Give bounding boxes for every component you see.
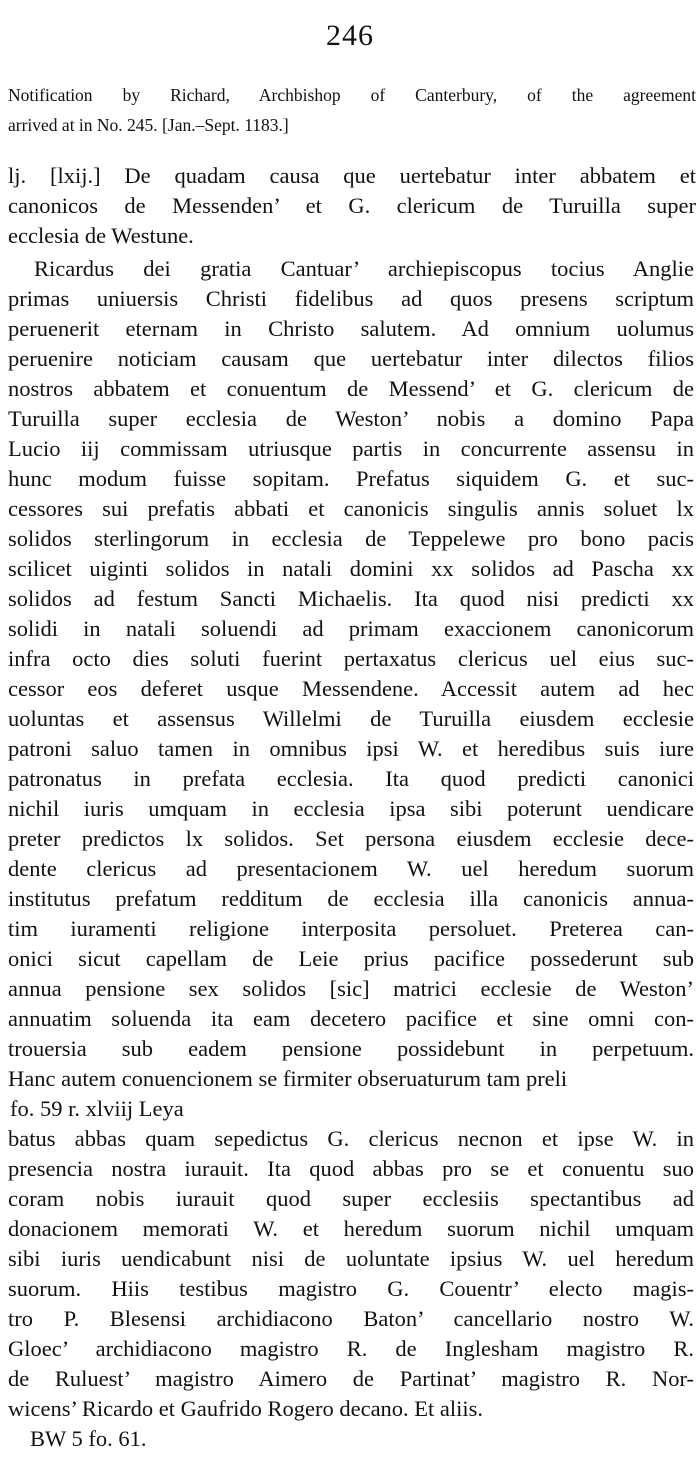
charter-heading bbox=[8, 160, 696, 250]
body-line: tro P. Blesensi archidiacono Baton’ cancellario nostro W. bbox=[8, 1306, 694, 1331]
charter-body bbox=[8, 254, 694, 1454]
page-number: 246 bbox=[326, 19, 374, 52]
heading-line: ecclesia de Westune. bbox=[8, 223, 194, 248]
body-line: tim iuramenti religione interposita persoluet. Preterea can- bbox=[8, 916, 694, 941]
body-line: hunc modum fuisse sopitam. Prefatus siquidem G. et suc- bbox=[8, 466, 694, 491]
body-line: donacionem memorati W. et heredum suorum nichil umquam bbox=[8, 1216, 694, 1241]
body-line: peruenerit eternam in Christo salutem. Ad omnium uolumus bbox=[8, 316, 694, 341]
body-text-part-one bbox=[8, 254, 694, 1094]
body-line: Gloec’ archidiacono magistro R. de Inglesham magistro R. bbox=[8, 1336, 694, 1361]
body-text-part-two bbox=[8, 1124, 694, 1424]
body-line: de Ruluest’ magistro Aimero de Partinat’ magistro R. Nor- bbox=[8, 1366, 694, 1391]
body-line: patronatus in prefata ecclesia. Ita quod predicti canonici bbox=[8, 766, 694, 791]
body-line: dente clericus ad presentacionem W. uel heredum suorum bbox=[8, 856, 694, 881]
body-line: suorum. Hiis testibus magistro G. Couentr’ electo magis- bbox=[8, 1276, 694, 1301]
notification-line: Notification by Richard, Archbishop of Canterbury, of the agreement bbox=[8, 85, 696, 105]
body-line: coram nobis iurauit quod super ecclesiis spectantibus ad bbox=[8, 1186, 694, 1211]
body-line: trouersia sub eadem pensione possidebunt in perpetuum. bbox=[8, 1036, 694, 1061]
body-line: solidos sterlingorum in ecclesia de Teppelewe pro bono pacis bbox=[8, 526, 694, 551]
notification-line: arrived at in No. 245. [Jan.–Sept. 1183.] bbox=[8, 115, 289, 135]
body-line: Hanc autem conuencionem se firmiter obseruaturum tam preli bbox=[8, 1066, 568, 1091]
body-line: Ricardus dei gratia Cantuar’ archiepiscopus tocius Anglie bbox=[34, 256, 694, 281]
body-line: batus abbas quam sepedictus G. clericus necnon et ipse W. in bbox=[8, 1126, 694, 1151]
body-line: wicens’ Ricardo et Gaufrido Rogero decano. Et aliis. bbox=[8, 1396, 484, 1421]
folio-note: fo. 59 r. xlviij Leya bbox=[10, 1096, 184, 1121]
body-line: annua pensione sex solidos [sic] matrici ecclesie de Weston’ bbox=[8, 976, 694, 1001]
body-line: primas uniuersis Christi fidelibus ad quos presens scriptum bbox=[8, 286, 694, 311]
body-line: onici sicut capellam de Leie prius pacifice possederunt sub bbox=[8, 946, 694, 971]
heading-line: lj. [lxij.] De quadam causa que uertebatur inter abbatem et bbox=[8, 163, 696, 188]
body-line: nichil iuris umquam in ecclesia ipsa sibi poterunt uendicare bbox=[8, 796, 694, 821]
heading-line: canonicos de Messenden’ et G. clericum de Turuilla super bbox=[8, 193, 696, 218]
body-line: Lucio iij commissam utriusque partis in concurrente assensu in bbox=[8, 436, 694, 461]
body-line: preter predictos lx solidos. Set persona eiusdem ecclesie dece- bbox=[8, 826, 694, 851]
body-line: nostros abbatem et conuentum de Messend’ et G. clericum de bbox=[8, 376, 694, 401]
body-line: Turuilla super ecclesia de Weston’ nobis a domino Papa bbox=[8, 406, 694, 431]
body-line: cessor eos deferet usque Messendene. Accessit autem ad hec bbox=[8, 676, 694, 701]
body-line: presencia nostra iurauit. Ita quod abbas pro se et conuentu suo bbox=[8, 1156, 694, 1181]
body-line: institutus prefatum redditum de ecclesia illa canonicis annua- bbox=[8, 886, 694, 911]
body-line: patroni saluo tamen in omnibus ipsi W. et heredibus suis iure bbox=[8, 736, 694, 761]
body-line: peruenire noticiam causam que uertebatur inter dilectos filios bbox=[8, 346, 694, 371]
notification-note bbox=[8, 82, 696, 142]
source-reference: BW 5 fo. 61. bbox=[30, 1426, 147, 1451]
body-line: uoluntas et assensus Willelmi de Turuilla eiusdem ecclesie bbox=[8, 706, 694, 731]
body-line: annuatim soluenda ita eam decetero pacifice et sine omni con- bbox=[8, 1006, 694, 1031]
body-line: infra octo dies soluti fuerint pertaxatus clericus uel eius suc- bbox=[8, 646, 694, 671]
body-line: cessores sui prefatis abbati et canonicis singulis annis soluet lx bbox=[8, 496, 694, 521]
body-line: sibi iuris uendicabunt nisi de uoluntate ipsius W. uel heredum bbox=[8, 1246, 694, 1271]
body-line: solidi in natali soluendi ad primam exaccionem canonicorum bbox=[8, 616, 694, 641]
body-line: scilicet uiginti solidos in natali domini xx solidos ad Pascha xx bbox=[8, 556, 694, 581]
body-line: solidos ad festum Sancti Michaelis. Ita quod nisi predicti xx bbox=[8, 586, 694, 611]
